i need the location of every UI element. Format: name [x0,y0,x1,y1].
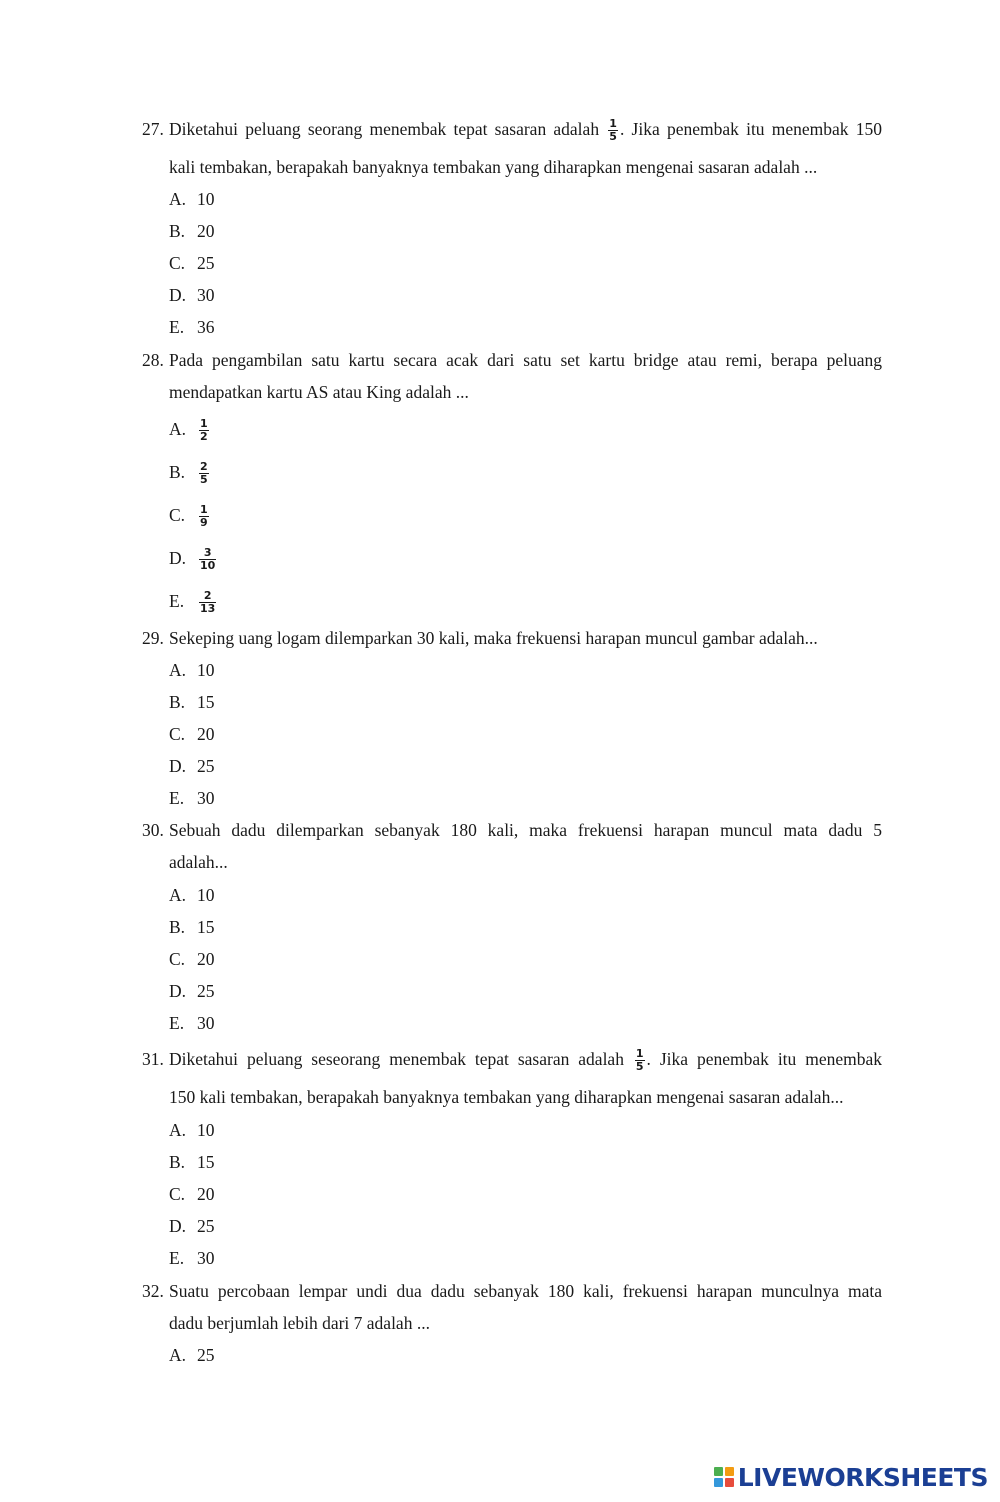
option-31-c[interactable] [169,1178,215,1210]
question-number: 27. [142,119,164,139]
option-value: 20 [197,1184,215,1204]
option-letter: C. [169,505,186,525]
option-29-b[interactable] [169,686,215,718]
fraction-denominator: 13 [200,602,216,616]
option-28-a[interactable] [169,413,211,445]
option-value: 25 [197,981,215,1001]
question-line [142,814,882,846]
option-value: 30 [197,285,215,305]
option-29-d[interactable] [169,750,215,782]
option-value: 30 [197,1248,215,1268]
option-letter: A. [169,660,187,680]
fraction-numerator: 1 [200,417,208,431]
option-value: 30 [197,788,215,808]
fraction [608,118,618,143]
option-27-c[interactable] [169,247,215,279]
question-28 [142,344,882,408]
fraction [199,418,209,443]
option-29-a[interactable] [169,654,215,686]
question-text: Pada pengambilan satu kartu secara acak dari satu set kartu bridge atau remi, berapa peluang [169,350,882,370]
option-letter: E. [169,788,185,808]
option-letter: A. [169,419,187,439]
option-letter: B. [169,462,186,482]
fraction [199,590,216,615]
fraction-denominator: 10 [200,559,216,573]
option-value: 20 [197,949,215,969]
option-value: 20 [197,724,215,744]
option-letter: E. [169,1013,185,1033]
question-text: kali tembakan, berapakah banyaknya tembakan yang diharapkan mengenai sasaran adalah ... [169,157,818,177]
logo-text: LIVEWORKSHEETS [737,1462,988,1492]
option-31-a[interactable] [169,1114,215,1146]
question-text [169,113,882,145]
option-28-d[interactable] [169,542,218,574]
fraction-denominator: 2 [200,430,208,444]
option-29-e[interactable] [169,782,215,814]
option-value: 15 [197,692,215,712]
option-letter: A. [169,885,187,905]
question-line [142,1307,882,1339]
logo-square [714,1478,723,1487]
option-letter: A. [169,189,187,209]
option-value: 25 [197,1216,215,1236]
option-31-e[interactable] [169,1242,215,1274]
option-letter: B. [169,692,186,712]
question-text-part: . Jika penembak itu menembak 150 [619,119,883,139]
option-30-d[interactable] [169,975,215,1007]
liveworksheets-mark-icon [714,1467,734,1487]
question-32 [142,1275,882,1339]
option-letter: D. [169,548,187,568]
option-letter: D. [169,981,187,1001]
option-value: 20 [197,221,215,241]
fraction-denominator: 5 [635,1060,644,1074]
fraction-numerator: 1 [609,117,617,131]
question-line [142,846,882,878]
question-text: Suatu percobaan lempar undi dua dadu sebanyak 180 kali, frekuensi harapan munculnya mata [169,1281,882,1301]
option-27-d[interactable] [169,279,215,311]
option-28-c[interactable] [169,499,211,531]
option-32-a[interactable] [169,1339,215,1371]
question-number: 30. [142,820,164,840]
option-value: 10 [197,189,215,209]
question-text: dadu berjumlah lebih dari 7 adalah ... [169,1313,430,1333]
fraction [199,461,209,486]
option-letter: D. [169,285,187,305]
option-letter: D. [169,1216,187,1236]
question-line [142,1043,882,1075]
fraction-denominator: 5 [200,473,208,487]
option-30-b[interactable] [169,911,215,943]
question-29 [142,622,882,654]
fraction [199,504,209,529]
option-letter: A. [169,1120,187,1140]
option-value: 15 [197,1152,215,1172]
option-27-b[interactable] [169,215,215,247]
fraction [635,1048,645,1073]
option-letter: C. [169,949,186,969]
option-27-e[interactable] [169,311,215,343]
option-28-e[interactable] [169,585,218,617]
option-30-a[interactable] [169,879,215,911]
question-number: 29. [142,628,164,648]
option-letter: A. [169,1345,187,1365]
option-letter: B. [169,1152,186,1172]
question-27 [142,113,882,183]
option-value: 25 [197,756,215,776]
option-letter: B. [169,221,186,241]
option-31-b[interactable] [169,1146,215,1178]
question-text: Sebuah dadu dilemparkan sebanyak 180 kali, maka frekuensi harapan muncul mata dadu 5 [169,820,882,840]
option-30-e[interactable] [169,1007,215,1039]
logo-square [725,1478,734,1487]
question-line [142,151,882,183]
option-28-b[interactable] [169,456,211,488]
option-27-a[interactable] [169,183,215,215]
fraction-numerator: 3 [203,546,212,560]
logo-square [725,1467,734,1476]
option-letter: E. [169,317,185,337]
option-value: 10 [197,885,215,905]
question-line [142,344,882,376]
option-value: 30 [197,1013,215,1033]
question-30 [142,814,882,878]
question-text [169,1043,882,1075]
question-text: 150 kali tembakan, berapakah banyaknya tembakan yang diharapkan mengenai sasaran adalah... [169,1087,844,1107]
option-letter: C. [169,724,186,744]
option-value: 36 [197,317,215,337]
option-29-c[interactable] [169,718,215,750]
option-letter: D. [169,756,187,776]
question-text-part: Diketahui peluang seorang menembak tepat sasaran adalah [169,119,600,139]
question-number: 32. [142,1281,164,1301]
fraction-denominator: 5 [609,130,617,144]
option-letter: B. [169,917,186,937]
option-value: 10 [197,1120,215,1140]
question-line [142,622,882,654]
option-letter: C. [169,253,186,273]
option-letter: E. [169,591,185,611]
question-text: adalah... [169,852,228,872]
option-letter: C. [169,1184,186,1204]
question-text: Sekeping uang logam dilemparkan 30 kali, maka frekuensi harapan muncul gambar adalah... [169,628,818,648]
option-value: 15 [197,917,215,937]
fraction-numerator: 1 [200,503,208,517]
question-text-part: Diketahui peluang seseorang menembak tepat sasaran adalah [169,1049,624,1069]
question-line [142,113,882,145]
liveworksheets-logo[interactable] [714,1462,988,1492]
option-30-c[interactable] [169,943,215,975]
fraction-denominator: 9 [200,516,208,530]
question-text-part: . Jika penembak itu menembak [646,1049,883,1069]
question-31 [142,1043,882,1113]
option-value: 25 [197,1345,215,1365]
option-31-d[interactable] [169,1210,215,1242]
fraction-numerator: 2 [200,460,208,474]
fraction-numerator: 2 [203,589,212,603]
question-number: 31. [142,1049,164,1069]
question-line [142,1275,882,1307]
option-letter: E. [169,1248,185,1268]
option-value: 10 [197,660,215,680]
question-text: mendapatkan kartu AS atau King adalah ... [169,382,469,402]
logo-square [714,1467,723,1476]
fraction [199,547,216,572]
question-line [142,376,882,408]
option-value: 25 [197,253,215,273]
question-line [142,1081,882,1113]
question-number: 28. [142,350,164,370]
fraction-numerator: 1 [635,1047,644,1061]
